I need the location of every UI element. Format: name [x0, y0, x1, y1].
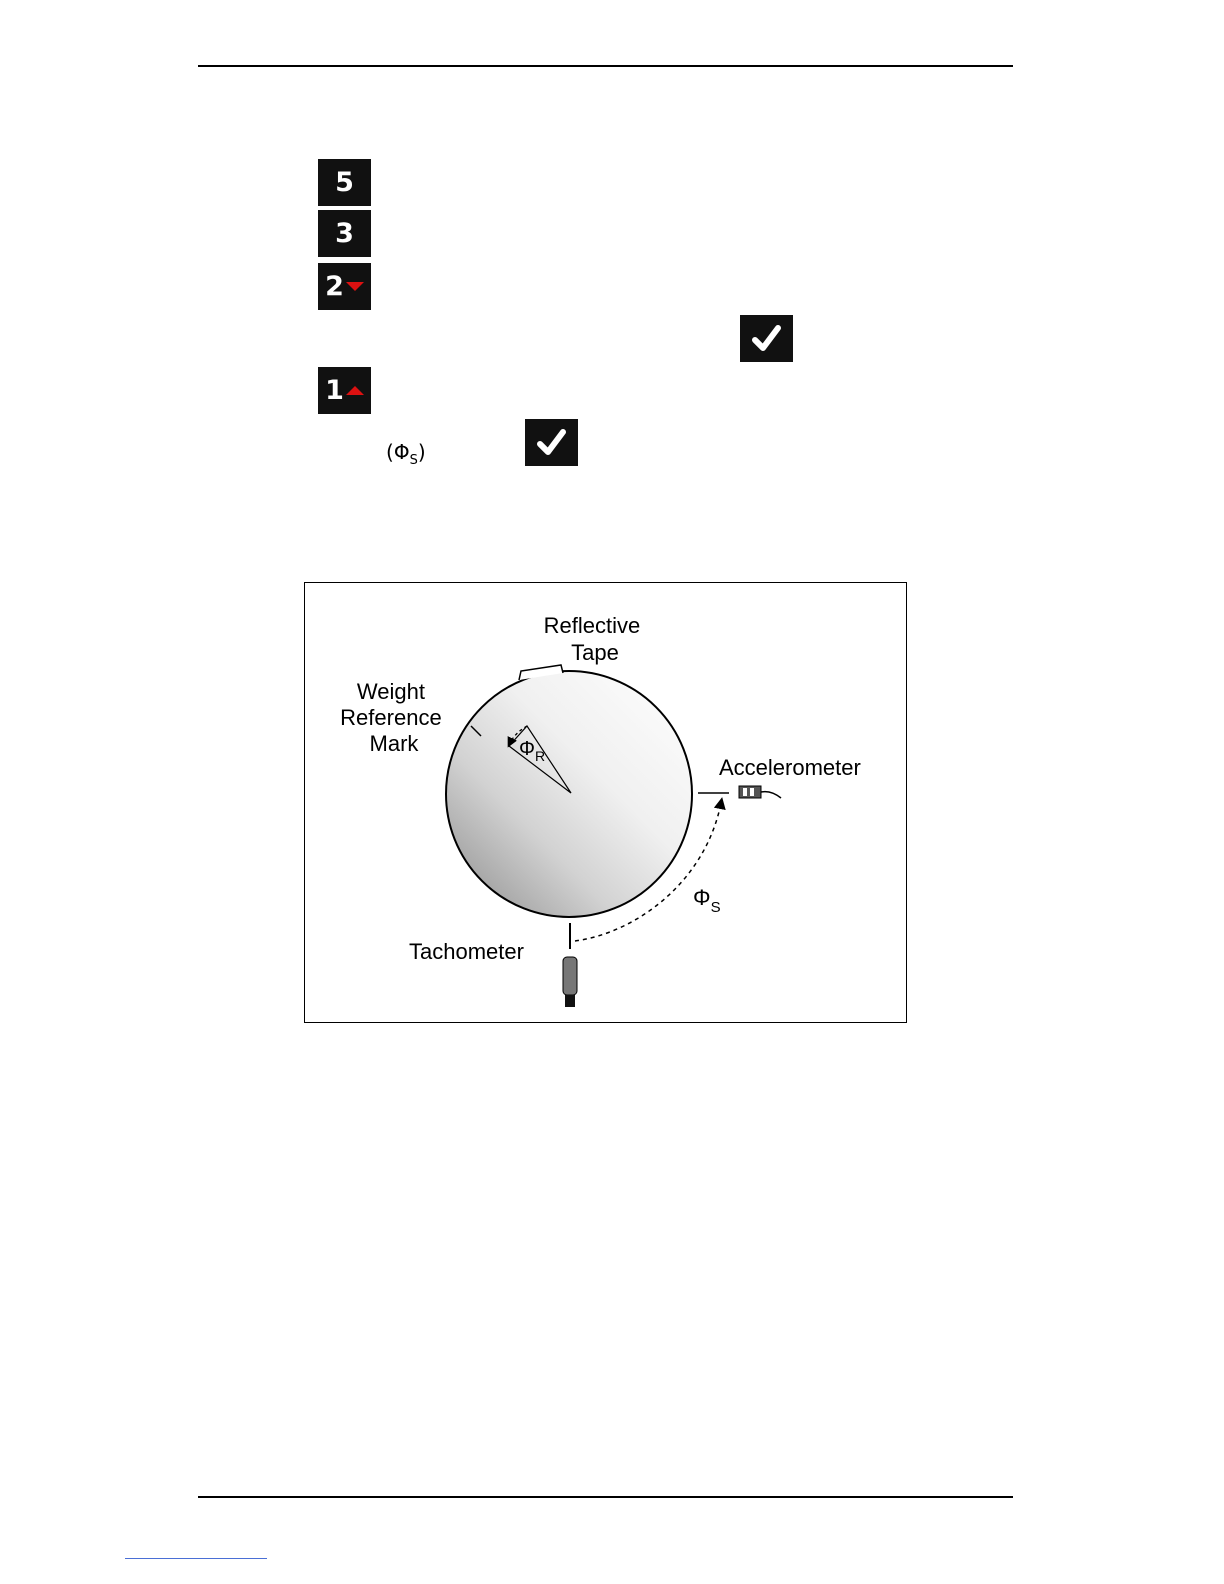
phi-r-label: $\Phi_R$	[519, 738, 546, 764]
enter-check-button[interactable]	[740, 315, 793, 362]
key-1-up-button[interactable]	[318, 367, 371, 414]
triangle-up-icon	[346, 386, 364, 395]
header-rule	[198, 65, 1013, 67]
key-1-label: 1	[325, 375, 344, 406]
reflective-tape-label: Reflective Tape	[543, 613, 641, 665]
key-5-button[interactable]	[318, 159, 371, 206]
key-2-down-button[interactable]	[318, 263, 371, 310]
weight-reference-label: Weight Reference Mark	[340, 679, 442, 756]
triangle-down-icon	[346, 282, 364, 291]
rotor-disc	[446, 671, 692, 917]
footer-link-underline[interactable]	[125, 1558, 267, 1559]
checkmark-icon	[525, 419, 578, 466]
tachometer-label: Tachometer	[409, 939, 524, 964]
rotor-phase-diagram	[305, 583, 905, 1021]
key-5-label: 5	[335, 167, 354, 198]
footer-rule	[198, 1496, 1013, 1498]
key-3-button[interactable]	[318, 210, 371, 257]
checkmark-icon	[740, 315, 793, 362]
key-3-label: 3	[335, 218, 354, 249]
phi-s-inline-symbol: $(\Phi_S)$	[386, 440, 426, 468]
key-2-label: 2	[325, 271, 344, 302]
phi-s-label: $\Phi_S$	[693, 885, 721, 916]
tachometer-icon	[563, 957, 577, 1007]
phase-diagram-figure	[304, 582, 907, 1023]
accelerometer-icon	[739, 786, 781, 798]
accelerometer-label: Accelerometer	[719, 755, 861, 780]
enter-check-button-2[interactable]	[525, 419, 578, 466]
